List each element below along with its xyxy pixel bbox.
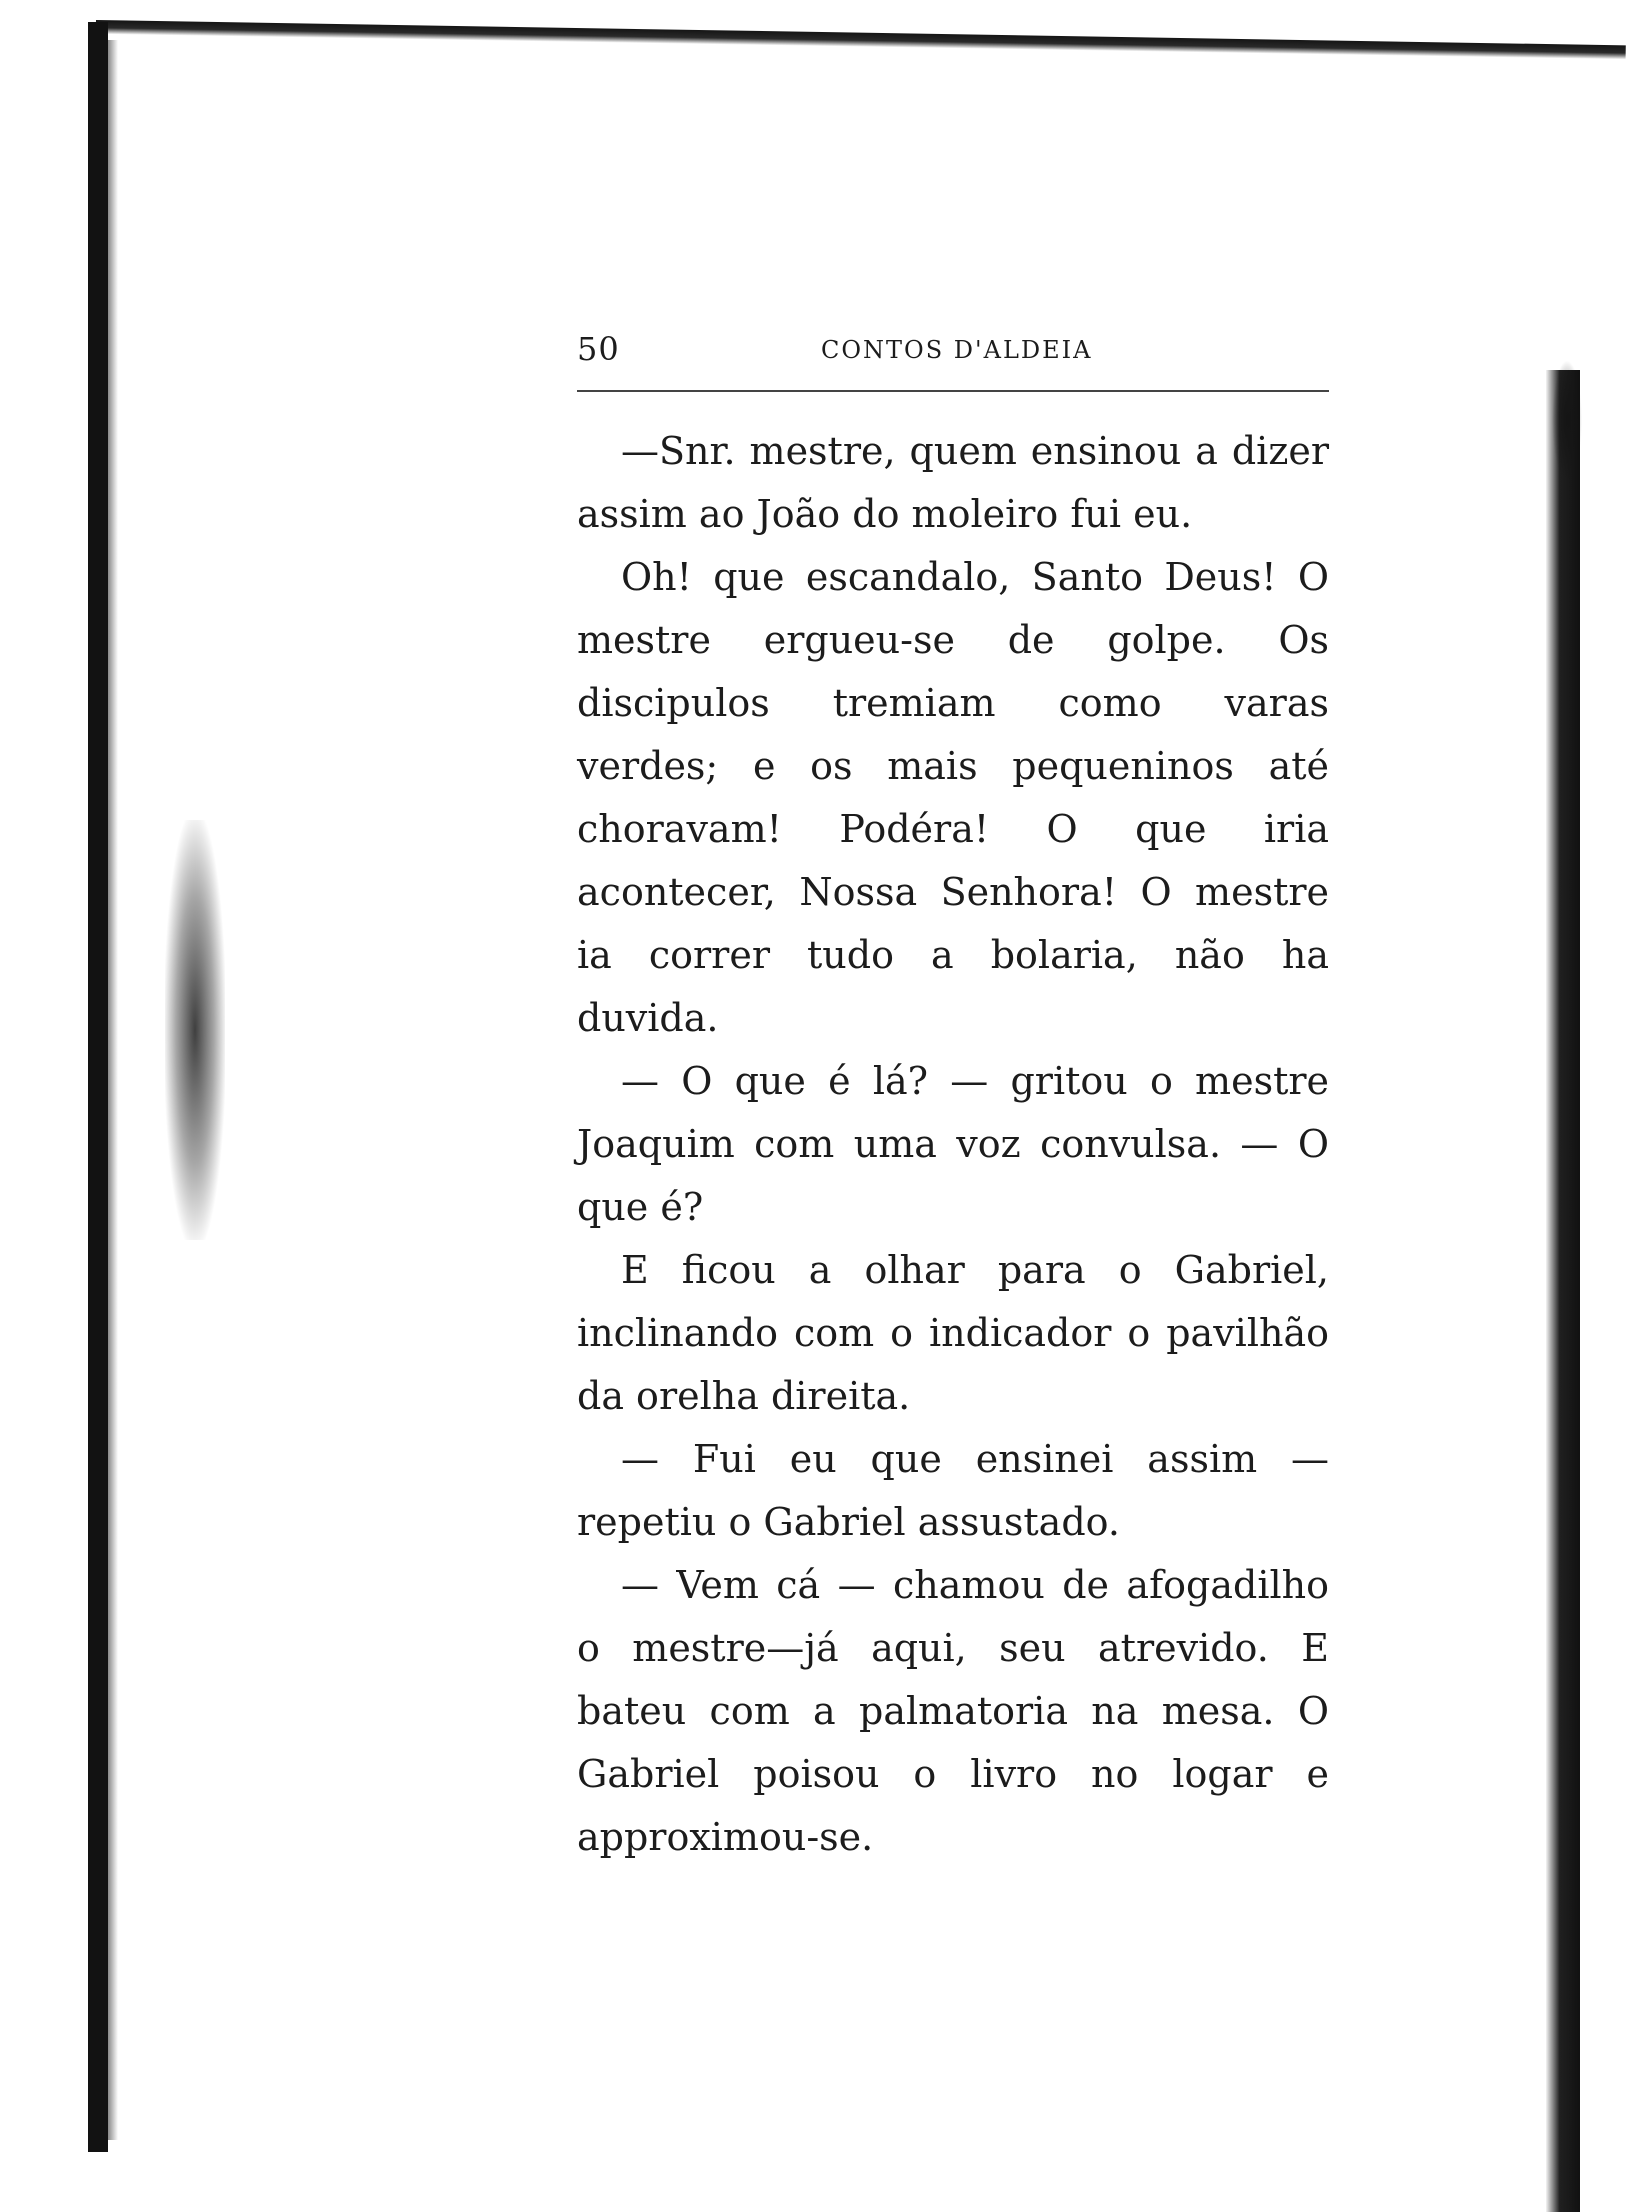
paragraph: E ficou a olhar para o Gabriel, inclinando com o indicador o pavilhão da orelha direita. (577, 1248, 1329, 1418)
scan-edge-left-shade (108, 40, 118, 2140)
paragraph: — Vem cá — chamou de afogadilho o mestre—já aqui, seu atrevido. E bateu com a palmatoria na mesa. O Gabriel poisou o livro no logar e approximou-se. (577, 1563, 1329, 1859)
scan-smudge-left (165, 820, 225, 1240)
scan-edge-left (88, 22, 108, 2152)
scan-edge-right (1546, 370, 1580, 2212)
header-rule (577, 390, 1329, 392)
scan-edge-top (96, 20, 1626, 59)
paragraph: Oh! que escandalo, Santo Deus! O mestre ergueu-se de golpe. Os discipulos tremiam como varas verdes; e os mais pequeninos até choravam! Podéra! O que iria acontecer, Nossa Senhora! O mestre ia correr tudo a bolaria, não ha duvida. (577, 555, 1329, 1040)
body-text (577, 420, 1329, 1869)
scan-smudge-right (1552, 360, 1582, 480)
paragraph: —Snr. mestre, quem ensinou a dizer assim ao João do moleiro fui eu. (577, 429, 1329, 536)
paragraph: — O que é lá? — gritou o mestre Joaquim com uma voz convulsa. — O que é? (577, 1059, 1329, 1229)
page-number: 50 (577, 330, 620, 368)
paragraph: — Fui eu que ensinei assim — repetiu o Gabriel assustado. (577, 1437, 1329, 1544)
page-header (577, 330, 1329, 370)
running-title: CONTOS D'ALDEIA (821, 336, 1093, 364)
